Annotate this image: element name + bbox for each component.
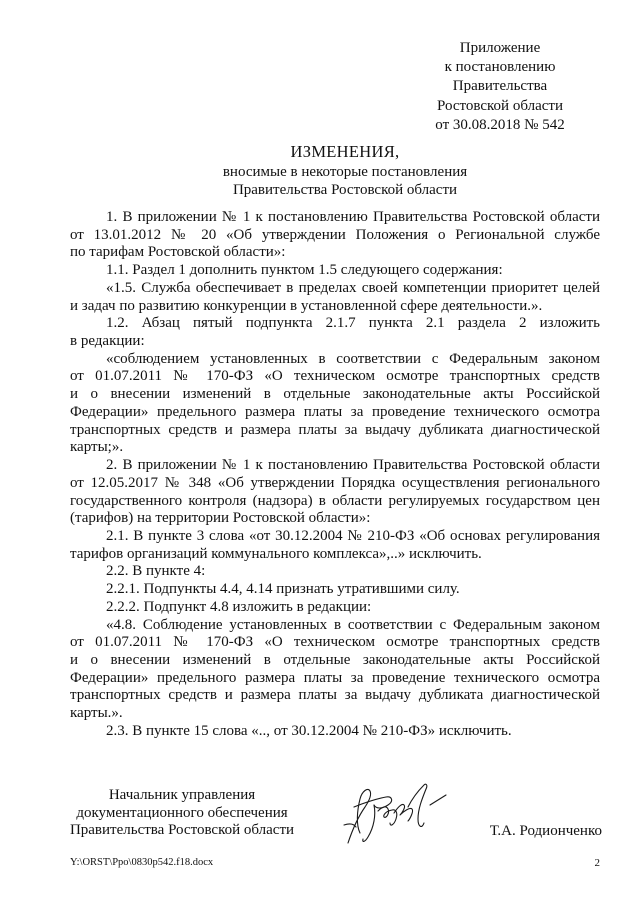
- document-title: ИЗМЕНЕНИЯ,: [290, 142, 400, 161]
- body-line: «соблюдением установленных в соответствии с Федеральным законом: [106, 350, 600, 367]
- appendix-line: Ростовской области: [437, 97, 563, 114]
- body-line: Федерации» предельного размера платы за проведение технического осмотра: [70, 403, 600, 420]
- appendix-line: Приложение: [459, 40, 541, 56]
- body-line: 1. В приложении № 1 к постановлению Правительства Ростовской области: [106, 209, 600, 225]
- body-line: карты;».: [70, 439, 124, 456]
- body-line: 2.2.2. Подпункт 4.8 изложить в редакции:: [106, 598, 372, 615]
- body-line: от 12.05.2017 № 348 «Об утверждении Порядка осуществления регионального: [70, 474, 600, 491]
- body-line: 2. В приложении № 1 к постановлению Правительства Ростовской области: [106, 457, 600, 474]
- body-line: транспортных средств и размера платы за выдачу дубликата диагностической: [70, 421, 600, 438]
- body-line: «1.5. Служба обеспечивает в пределах своей компетенции приоритет целей: [106, 279, 600, 296]
- body-line: 2.1. В пункте 3 слова «от 30.12.2004 № 210-ФЗ «Об основах регулирования: [106, 527, 600, 544]
- body-line: и о внесении изменений в отдельные законодательные акты Российской: [70, 651, 600, 668]
- body-line: от 01.07.2011 № 170-ФЗ «О техническом осмотре транспортных средств: [70, 634, 600, 651]
- body-line: в редакции:: [70, 333, 145, 350]
- body-line: государственного контроля (надзора) в области регулируемых государством цен: [70, 492, 600, 509]
- body-line: карты.».: [70, 705, 123, 722]
- body-line: (тарифов) на территории Ростовской области»:: [70, 510, 371, 527]
- body-line: от 01.07.2011 № 170-ФЗ «О техническом осмотре транспортных средств: [70, 368, 600, 385]
- body-line: и задач по развитию конкуренции в установленной сфере деятельности.».: [70, 297, 543, 314]
- page-number: 2: [594, 857, 600, 869]
- body-line: тарифов организаций коммунального комплекса»,..» исключить.: [70, 545, 482, 562]
- footer-file-path: Y:\ORST\Ppo\0830p542.f18.docx: [70, 857, 214, 868]
- body-line: и о внесении изменений в отдельные законодательные акты Российской: [70, 386, 600, 403]
- appendix-line: Правительства: [452, 78, 548, 95]
- appendix-header: [395, 39, 605, 135]
- body-line: транспортных средств и размера платы за выдачу дубликата диагностической: [70, 687, 600, 704]
- appendix-line: к постановлению: [444, 59, 556, 76]
- appendix-date-number: от 30.08.2018 № 542: [435, 116, 565, 133]
- handwritten-signature: [338, 777, 453, 849]
- signer-name: Т.А. Родионченко: [489, 823, 602, 839]
- document-subtitle-line: Правительства Ростовской области: [232, 182, 458, 198]
- body-line: от 13.01.2012 № 20 «Об утверждении Положения о Региональной службе: [70, 226, 600, 243]
- body-line: 1.2. Абзац пятый подпункта 2.1.7 пункта 2.1 раздела 2 изложить: [106, 315, 600, 332]
- signer-position: [62, 787, 302, 840]
- signer-position-line: Правительства Ростовской области: [69, 822, 295, 838]
- document-heading: [90, 141, 600, 199]
- signer-position-line: документационного обеспечения: [76, 804, 288, 821]
- body-line: 2.2. В пункте 4:: [106, 563, 206, 580]
- signer-position-line: Начальник управления: [108, 787, 256, 803]
- document-body: [70, 209, 600, 741]
- body-line: по тарифам Ростовской области»:: [70, 244, 286, 261]
- body-line: 2.3. В пункте 15 слова «.., от 30.12.2004 № 210-ФЗ» исключить.: [106, 722, 512, 739]
- body-line: «4.8. Соблюдение установленных в соответствии с Федеральным законом: [106, 616, 600, 633]
- body-line: 1.1. Раздел 1 дополнить пунктом 1.5 следующего содержания:: [106, 262, 503, 279]
- body-line: 2.2.1. Подпункты 4.4, 4.14 признать утратившими силу.: [106, 581, 460, 598]
- document-subtitle-line: вносимые в некоторые постановления: [222, 164, 468, 180]
- body-line: Федерации» предельного размера платы за проведение технического осмотра: [70, 669, 600, 686]
